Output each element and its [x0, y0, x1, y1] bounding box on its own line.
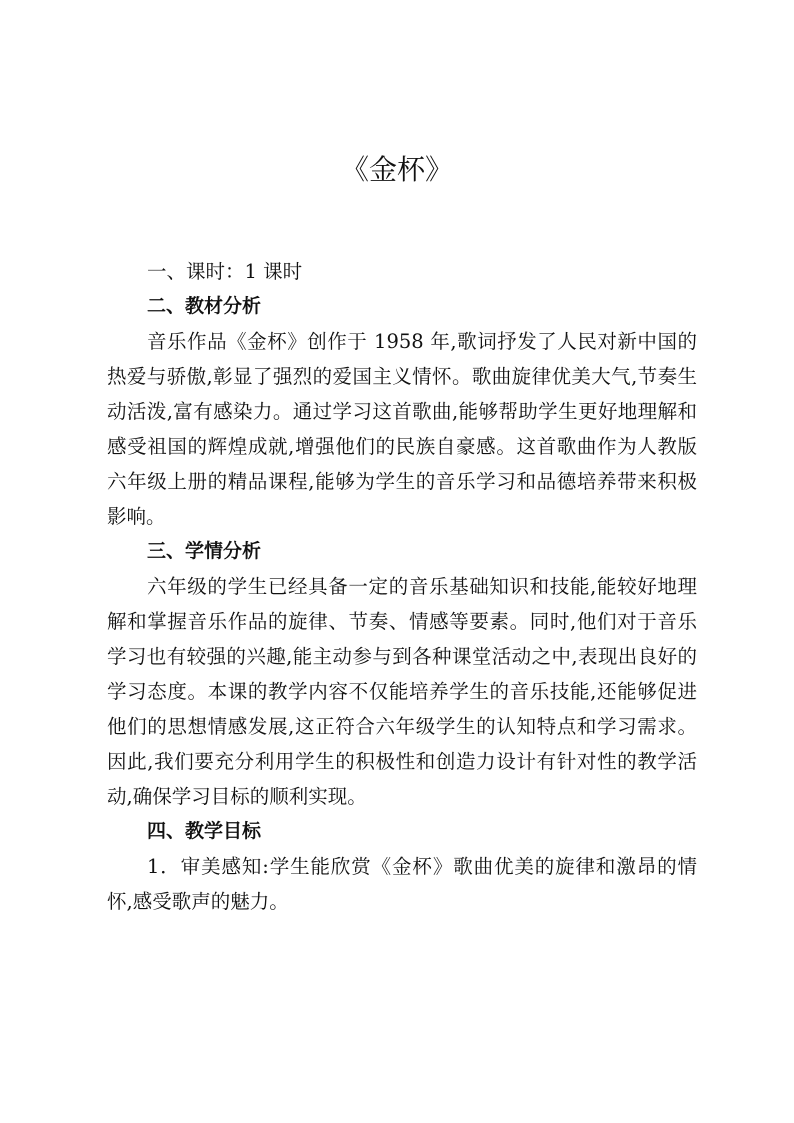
class-hours-line: 一、课时：1 课时: [147, 260, 303, 283]
document-body: [107, 254, 697, 919]
section-heading-textbook-analysis: 二、教材分析: [147, 295, 262, 317]
section-heading-teaching-goals: 四、教学目标: [147, 820, 262, 842]
paragraph-textbook-analysis: 音乐作品《金杯》创作于 1958 年,歌词抒发了人民对新中国的热爱与骄傲,彰显了强烈的爱国主义情怀。歌曲旋律优美大气,节奏生动活泼,富有感染力。通过学习这首歌曲,能够帮助学生更好地理解和感受祖国的辉煌成就,增强他们的民族自豪感。这首歌曲作为人教版六年级上册的精品课程,能够为学生的音乐学习和品德培养带来积极影响。: [107, 330, 697, 528]
section-heading-student-analysis: 三、学情分析: [147, 540, 262, 562]
document-title: 《金杯》: [340, 153, 453, 186]
paragraph-goal-aesthetic-perception: 1．审美感知:学生能欣赏《金杯》歌曲优美的旋律和激昂的情怀,感受歌声的魅力。: [107, 855, 697, 913]
paragraph-student-analysis: 六年级的学生已经具备一定的音乐基础知识和技能,能较好地理解和掌握音乐作品的旋律、节奏、情感等要素。同时,他们对于音乐学习也有较强的兴趣,能主动参与到各种课堂活动之中,表现出良好的学习态度。本课的教学内容不仅能培养学生的音乐技能,还能够促进他们的思想情感发展,这正符合六年级学生的认知特点和学习需求。因此,我们要充分利用学生的积极性和创造力设计有针对性的教学活动,确保学习目标的顺利实现。: [107, 575, 697, 808]
